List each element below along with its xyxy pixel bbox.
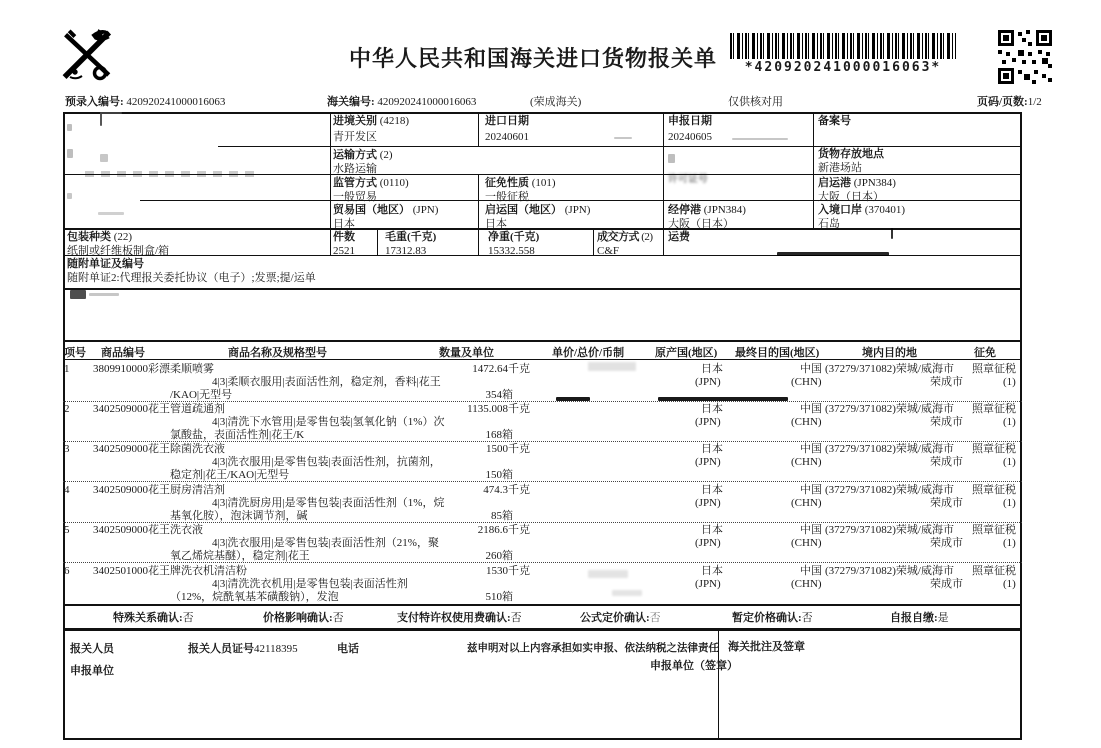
trade-country-value: 日本 [333,218,355,230]
redaction-mark [556,397,590,401]
attached-docs-label: 随附单证及编号 [67,258,144,270]
qr-code-icon [998,30,1052,84]
declarant-label: 报关人员 [70,643,114,655]
redaction-mark [70,290,86,299]
entry-port-label: 进境关别 (4218) [333,115,410,127]
royalty-payment-confirm: 支付特许权使用费确认:否 [397,612,522,624]
departure-port-value: 大阪（日本） [818,191,884,203]
declaration-statement: 兹申明对以上内容承担如实申报、依法纳税之法律责任 [467,643,719,654]
tax-nature-value: 一般征税 [485,191,529,203]
redaction-mark [100,112,102,126]
col-header-domestic: 境内目的地 [862,347,917,359]
packing-type-value: 纸制或纤维板制盒/箱 [67,245,170,257]
import-date-value: 20240601 [485,131,529,143]
declare-unit-sign-label: 申报单位（签章） [650,660,738,672]
customs-notes-label: 海关批注及签章 [728,641,805,653]
redaction-mark [98,212,124,215]
transit-port-label: 经停港 (JPN384) [668,204,746,216]
barcode [730,33,956,59]
tax-nature-label: 征免性质 (101) [485,177,556,189]
declare-unit-label: 申报单位 [70,665,114,677]
record-no-label: 备案号 [818,115,851,127]
customs-number: 海关编号: 420920241000016063 [327,96,477,108]
customs-declaration-document: 中华人民共和国海关进口货物报关单 *420920241000016063* 预录入编号: 420920241000016063 海关编号: 420920241000016063 (荣成海关) 仅供核对用 页码/页数:1/2 进境关别 (4218) 青开发区 进口日期 20240601 申报日期 20240605 备案号 运输方式 (2) 水路运输 货物存放地点 新港场站 监管方式 (0110) 一般贸易 征免性质 (101) 一般征税 许可证号 启运港 (JPN384) 大阪（日本） 贸易国（地区） (JPN) 日本 启运国（地区） (JPN) 日本 经停港 (JPN384) 大阪（日本） 入境口岸 (370401) 石岛 包装种类 (22) 纸制或纤维板制盒/箱 件数 2521 毛重(千克) 17312.83 净重(千克) 15332.558 成交方式 (2) C&F 运费 随附单证及编号 随附单证2:代理报关委托协议（电子）;发票;提/运单 项号 商品编号 商品名称及规格型号 数量及单位 单价/总价/币制 原产国(地区) 最终目的国(地区) 境内目的地 征免 1 3809910000 彩漂柔顺喷雾 4|3|柔顺衣服用|表面活性剂，稳定剂，香料|花王 /KAO|无型号 1472.64千克 354箱 日本 (JPN) 中国 (CHN) (37279/371082)荣城/威海市 荣成市 照章征税 (1) 2 3402509000 花王管道疏通剂 4|3|清洗下水管用|是零售包装|氢氧化钠（1%）次 氯酸盐，表面活性剂|花王/K 1135.008千克 168箱 日本 (JPN) 中国 (CHN) (37279/371082)荣城/威海市 荣成市 照章征税 (1) 3 3402509000 花王除菌洗衣液 4|3|洗衣服用|是零售包装|表面活性剂，抗菌剂， 稳定剂|花王/KAO|无型号 1500千克 150箱 日本 (JPN) 中国 (CHN) (37279/371082)荣城/威海市 荣成市 照章征税 (1) 4 3402509000 花王厨房清洁剂 4|3|清洗厨房用|是零售包装|表面活性剂（1%，烷 基氧化胺），泡沫调节剂，碱 474.3千克 85箱 日本 (JPN) 中国 (CHN) (37279/371082)荣城/威海市 荣成市 照章征税 (1) 5 3402509000 花王洗衣液 4|3|洗衣服用|是零售包装|表面活性剂（21%，聚 氧乙烯烷基醚），稳定剂|花王 2186.6千克 260箱 日本 (JPN) 中国 (CHN) (37279/371082)荣城/威海市 荣成市 照章征税 (1) 6 3402501000 花王牌洗衣机清洁粉 4|3|清洗洗衣机用|是零售包装|表面活性剂 （12%，烷酰氧基苯磺酸钠），发泡 1530千克 510箱 日本 (JPN) 中国 (CHN) (37279/371082)荣城/威海市 荣成市 照章征税 (1) 特殊关系确认:否 价格影响确认:否 支付特许权使用费确认:否 公式定价确认:否 暂定价格确认:否 自报自缴:是 报关人员 报关人员证号42118395 电话 兹申明对以上内容承担如实申报、依法纳税之法律责任 申报单位（签章） 海关批注及签章 申报单位 [0,0,1101,748]
col-header-qty: 数量及单位 [439,347,494,359]
col-header-dest: 最终目的国(地区) [735,347,820,359]
storage-place-value: 新港场站 [818,162,862,174]
deal-terms-label: 成交方式 (2) [597,231,653,243]
redaction-mark [67,124,72,131]
declare-date-label: 申报日期 [668,115,712,127]
deal-terms-value: C&F [597,245,620,257]
departure-country-label: 启运国（地区） (JPN) [485,204,591,216]
piece-count-label: 件数 [333,231,355,243]
redaction-mark [100,154,108,162]
gross-weight-value: 17312.83 [385,245,427,257]
storage-place-label: 货物存放地点 [818,148,884,160]
page-number: 页码/页数:1/2 [977,96,1042,108]
transport-mode-label: 运输方式 (2) [333,149,393,161]
trade-country-label: 贸易国（地区） (JPN) [333,204,439,216]
piece-count-value: 2521 [333,245,355,257]
net-weight-label: 净重(千克) [488,231,540,243]
form-title: 中华人民共和国海关进口货物报关单 [349,46,718,71]
entry-point-value: 石岛 [818,218,840,230]
transport-mode-value: 水路运输 [333,163,377,175]
redaction-mark [732,138,788,140]
redaction-mark [85,171,255,177]
customs-emblem-icon [62,28,112,84]
redaction-mark [89,293,119,296]
redaction-mark [100,112,122,114]
transit-port-value: 大阪（日本） [668,218,734,230]
gross-weight-label: 毛重(千克) [385,231,437,243]
redaction-mark [588,570,628,578]
entry-point-label: 入境口岸 (370401) [818,204,906,216]
col-header-origin: 原产国(地区) [655,347,718,359]
col-header-tax: 征免 [974,347,996,359]
redaction-mark [614,137,632,139]
redaction-mark [588,362,636,371]
declare-date-value: 20240605 [668,131,712,143]
price-influence-confirm: 价格影响确认:否 [263,612,344,624]
redaction-mark [67,193,72,199]
redaction-mark [668,154,675,163]
check-note: 仅供核对用 [728,96,783,108]
redaction-mark [612,590,642,596]
barcode-text: *420920241000016063* [744,60,942,75]
import-date-label: 进口日期 [485,115,529,127]
departure-port-label: 启运港 (JPN384) [818,177,896,189]
redaction-mark [891,228,893,239]
col-header-name: 商品名称及规格型号 [228,347,327,359]
freight-label: 运费 [668,231,690,243]
departure-country-value: 日本 [485,218,507,230]
provisional-price-confirm: 暂定价格确认:否 [732,612,813,624]
license-label-redacted: 许可证号 [668,174,708,185]
supervision-mode-label: 监管方式 (0110) [333,177,409,189]
redaction-mark [658,397,788,401]
entry-port-value: 青开发区 [333,131,377,143]
formula-pricing-confirm: 公式定价确认:否 [580,612,661,624]
col-header-item-no: 项号 [64,347,86,359]
attached-docs-value: 随附单证2:代理报关委托协议（电子）;发票;提/运单 [67,272,316,284]
declarant-id: 报关人员证号42118395 [188,643,298,655]
pre-entry-number: 预录入编号: 420920241000016063 [65,96,226,108]
col-header-price: 单价/总价/币制 [552,347,625,359]
redaction-mark [777,252,889,256]
self-declare-pay: 自报自缴:是 [890,612,949,624]
phone-label: 电话 [337,643,359,655]
redaction-mark [67,149,73,158]
net-weight-value: 15332.558 [488,245,535,257]
col-header-code: 商品编号 [101,347,145,359]
special-relation-confirm: 特殊关系确认:否 [113,612,194,624]
packing-type-label: 包装种类 (22) [67,231,133,243]
customs-office: (荣成海关) [530,96,582,108]
supervision-mode-value: 一般贸易 [333,191,377,203]
